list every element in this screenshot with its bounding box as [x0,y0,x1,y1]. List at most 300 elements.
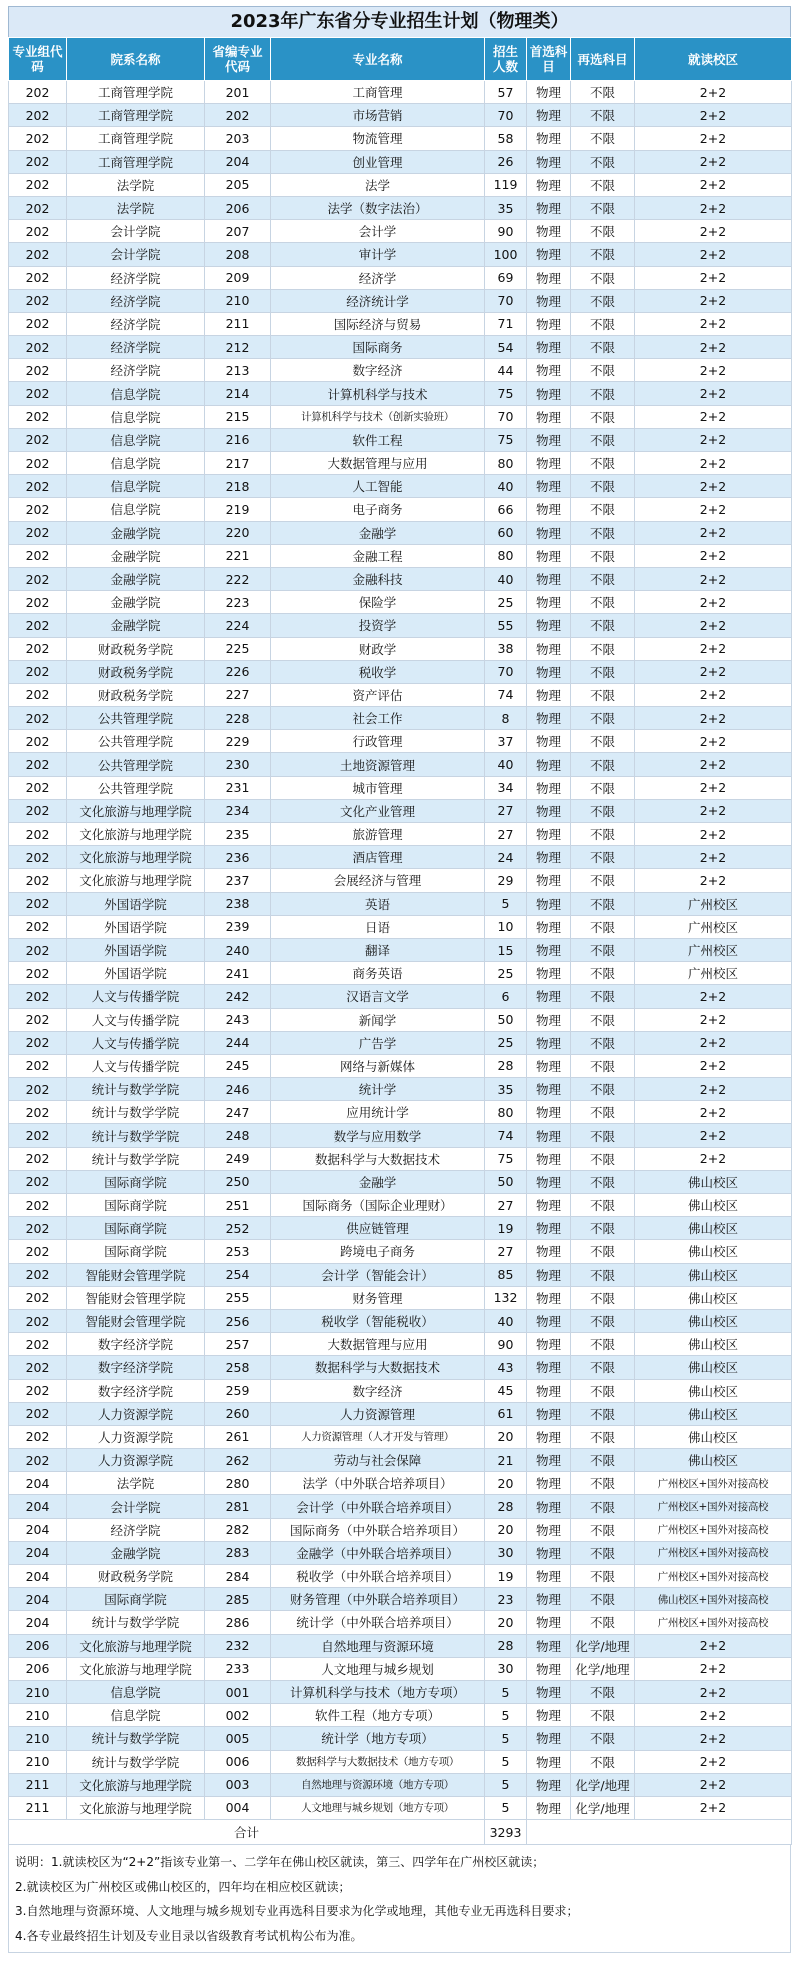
table-cell: 2+2 [635,544,792,567]
column-header: 招生人数 [485,38,527,81]
total-value: 3293 [485,1820,527,1845]
total-row [9,1820,792,1845]
table-cell: 物理 [527,799,571,822]
table-cell: 金融学院 [67,591,205,614]
table-cell: 物理 [527,498,571,521]
table-cell: 金融工程 [271,544,485,567]
table-cell: 203 [205,127,271,150]
table-cell: 经济学院 [67,359,205,382]
table-cell: 佛山校区 [635,1309,792,1332]
table-cell: 物理 [527,915,571,938]
table-cell: 智能财会管理学院 [67,1309,205,1332]
table-cell: 45 [485,1379,527,1402]
table-cell: 230 [205,753,271,776]
table-cell: 人文与传播学院 [67,1054,205,1077]
table-cell: 206 [9,1657,67,1680]
table-cell: 物理 [527,1704,571,1727]
table-cell: 80 [485,1101,527,1124]
table-cell: 不限 [571,869,635,892]
table-cell: 金融学院 [67,567,205,590]
table-cell: 244 [205,1031,271,1054]
table-cell: 2+2 [635,1773,792,1796]
table-cell: 人工智能 [271,475,485,498]
table-cell: 物理 [527,1124,571,1147]
table-row [9,428,792,451]
table-row [9,915,792,938]
column-header: 就读校区 [635,38,792,81]
table-cell: 215 [205,405,271,428]
note-line: 3.自然地理与资源环境、人文地理与城乡规划专业再选科目要求为化学或地理，其他专业无再选科目要求； [15,1904,579,1919]
table-cell: 化学/地理 [571,1634,635,1657]
table-cell: 物理 [527,1634,571,1657]
table-cell: 物理 [527,637,571,660]
table-cell: 物理 [527,243,571,266]
table-cell: 财政税务学院 [67,637,205,660]
table-cell: 90 [485,1333,527,1356]
table-cell: 智能财会管理学院 [67,1286,205,1309]
table-cell: 001 [205,1680,271,1703]
table-row [9,1333,792,1356]
table-cell: 202 [9,243,67,266]
table-cell: 不限 [571,776,635,799]
table-cell: 自然地理与资源环境 [271,1634,485,1657]
table-cell: 202 [9,915,67,938]
table-row [9,1425,792,1448]
table-cell: 翻译 [271,938,485,961]
table-cell: 231 [205,776,271,799]
table-cell: 206 [9,1634,67,1657]
table-body [9,81,792,1845]
total-blank [527,1820,792,1845]
table-cell: 物理 [527,1170,571,1193]
table-cell: 财务管理（中外联合培养项目） [271,1588,485,1611]
table-cell: 保险学 [271,591,485,614]
table-cell: 不限 [571,196,635,219]
table-cell: 物理 [527,1657,571,1680]
table-cell: 智能财会管理学院 [67,1263,205,1286]
table-cell: 2+2 [635,405,792,428]
table-cell: 261 [205,1425,271,1448]
table-cell: 广州校区+国外对接高校 [635,1495,792,1518]
table-cell: 物理 [527,81,571,104]
table-cell: 统计与数学学院 [67,1101,205,1124]
table-cell: 5 [485,1727,527,1750]
table-cell: 2+2 [635,567,792,590]
table-cell: 224 [205,614,271,637]
table-cell: 37 [485,730,527,753]
table-cell: 物理 [527,452,571,475]
table-cell: 物理 [527,1101,571,1124]
table-cell: 229 [205,730,271,753]
table-cell: 2+2 [635,1054,792,1077]
table-cell: 256 [205,1309,271,1332]
table-cell: 人力资源学院 [67,1449,205,1472]
table-cell: 物理 [527,1680,571,1703]
table-row [9,591,792,614]
table-cell: 20 [485,1472,527,1495]
table-cell: 外国语学院 [67,962,205,985]
table-row [9,127,792,150]
table-cell: 物理 [527,1565,571,1588]
table-cell: 207 [205,220,271,243]
table-cell: 不限 [571,614,635,637]
table-row [9,753,792,776]
sheet-title: 2023年广东省分专业招生计划（物理类） [8,6,791,37]
table-cell: 外国语学院 [67,915,205,938]
table-cell: 132 [485,1286,527,1309]
table-cell: 法学（数字法治） [271,196,485,219]
table-cell: 物流管理 [271,127,485,150]
table-cell: 法学院 [67,196,205,219]
table-cell: 262 [205,1449,271,1472]
table-cell: 217 [205,452,271,475]
table-cell: 物理 [527,776,571,799]
table-row [9,567,792,590]
table-cell: 2+2 [635,1704,792,1727]
table-cell: 202 [9,1101,67,1124]
table-cell: 202 [205,104,271,127]
column-header: 院系名称 [67,38,205,81]
table-row [9,1194,792,1217]
table-cell: 228 [205,707,271,730]
table-cell: 金融学 [271,1170,485,1193]
table-cell: 工商管理 [271,81,485,104]
table-cell: 数字经济 [271,359,485,382]
table-cell: 物理 [527,1611,571,1634]
table-row [9,1449,792,1472]
table-cell: 统计学（中外联合培养项目） [271,1611,485,1634]
table-cell: 不限 [571,799,635,822]
table-cell: 文化旅游与地理学院 [67,799,205,822]
table-cell: 物理 [527,173,571,196]
table-row [9,799,792,822]
table-cell: 69 [485,266,527,289]
table-cell: 2+2 [635,1147,792,1170]
table-cell: 204 [9,1565,67,1588]
table-cell: 广州校区 [635,938,792,961]
table-cell: 2+2 [635,127,792,150]
table-cell: 2+2 [635,104,792,127]
table-cell: 物理 [527,1194,571,1217]
table-cell: 219 [205,498,271,521]
table-cell: 255 [205,1286,271,1309]
table-cell: 不限 [571,405,635,428]
table-cell: 物理 [527,823,571,846]
table-cell: 216 [205,428,271,451]
table-cell: 61 [485,1402,527,1425]
table-cell: 财政学 [271,637,485,660]
table-cell: 物理 [527,938,571,961]
table-cell: 2+2 [635,799,792,822]
table-row [9,707,792,730]
table-cell: 社会工作 [271,707,485,730]
table-cell: 经济学院 [67,312,205,335]
table-cell: 文化旅游与地理学院 [67,1634,205,1657]
table-cell: 佛山校区+国外对接高校 [635,1588,792,1611]
table-cell: 物理 [527,591,571,614]
table-cell: 信息学院 [67,405,205,428]
table-cell: 物理 [527,1286,571,1309]
table-cell: 233 [205,1657,271,1680]
table-cell: 化学/地理 [571,1796,635,1819]
table-cell: 不限 [571,637,635,660]
table-cell: 20 [485,1518,527,1541]
table-cell: 数据科学与大数据技术（地方专项） [271,1750,485,1773]
table-row [9,823,792,846]
table-cell: 2+2 [635,243,792,266]
table-cell: 246 [205,1078,271,1101]
table-cell: 国际商学院 [67,1217,205,1240]
table-cell: 信息学院 [67,498,205,521]
table-cell: 221 [205,544,271,567]
table-cell: 新闻学 [271,1008,485,1031]
table-cell: 大数据管理与应用 [271,1333,485,1356]
table-row [9,776,792,799]
table-cell: 252 [205,1217,271,1240]
table-cell: 不限 [571,1263,635,1286]
table-cell: 不限 [571,1240,635,1263]
table-cell: 250 [205,1170,271,1193]
table-row [9,1124,792,1147]
table-cell: 70 [485,104,527,127]
table-cell: 2+2 [635,382,792,405]
table-cell: 不限 [571,660,635,683]
table-cell: 会计学 [271,220,485,243]
table-row [9,660,792,683]
table-cell: 202 [9,1217,67,1240]
table-cell: 会计学院 [67,243,205,266]
table-cell: 25 [485,1031,527,1054]
table-row [9,382,792,405]
table-cell: 2+2 [635,1124,792,1147]
table-row [9,1680,792,1703]
table-row [9,266,792,289]
table-cell: 202 [9,938,67,961]
table-cell: 信息学院 [67,428,205,451]
table-cell: 不限 [571,1286,635,1309]
table-cell: 物理 [527,1588,571,1611]
table-cell: 202 [9,1054,67,1077]
table-cell: 文化旅游与地理学院 [67,823,205,846]
table-cell: 国际商务（中外联合培养项目） [271,1518,485,1541]
total-label: 合计 [9,1820,485,1845]
table-cell: 不限 [571,475,635,498]
table-cell: 202 [9,359,67,382]
table-cell: 34 [485,776,527,799]
table-cell: 广州校区 [635,892,792,915]
table-cell: 不限 [571,730,635,753]
table-cell: 不限 [571,1217,635,1240]
table-cell: 物理 [527,660,571,683]
table-cell: 外国语学院 [67,892,205,915]
table-row [9,1402,792,1425]
table-cell: 2+2 [635,1031,792,1054]
table-cell: 55 [485,614,527,637]
table-cell: 物理 [527,1472,571,1495]
table-cell: 202 [9,1425,67,1448]
table-cell: 214 [205,382,271,405]
table-row [9,1008,792,1031]
table-cell: 50 [485,1008,527,1031]
table-cell: 物理 [527,266,571,289]
table-cell: 物理 [527,405,571,428]
table-row [9,1541,792,1564]
table-cell: 物理 [527,1356,571,1379]
table-cell: 不限 [571,336,635,359]
table-cell: 202 [9,707,67,730]
table-cell: 282 [205,1518,271,1541]
table-cell: 204 [9,1518,67,1541]
table-cell: 8 [485,707,527,730]
table-cell: 佛山校区 [635,1333,792,1356]
table-row [9,150,792,173]
table-row [9,614,792,637]
table-cell: 57 [485,81,527,104]
table-cell: 2+2 [635,81,792,104]
table-cell: 物理 [527,382,571,405]
table-cell: 2+2 [635,336,792,359]
table-cell: 财政税务学院 [67,660,205,683]
table-cell: 不限 [571,1054,635,1077]
table-cell: 2+2 [635,1727,792,1750]
table-cell: 国际商务 [271,336,485,359]
table-cell: 人文地理与城乡规划 [271,1657,485,1680]
table-cell: 不限 [571,1333,635,1356]
table-cell: 国际商学院 [67,1588,205,1611]
table-cell: 不限 [571,1170,635,1193]
table-cell: 不限 [571,220,635,243]
table-cell: 英语 [271,892,485,915]
table-cell: 数据科学与大数据技术 [271,1356,485,1379]
table-cell: 5 [485,1773,527,1796]
table-cell: 数字经济学院 [67,1356,205,1379]
table-cell: 统计与数学学院 [67,1611,205,1634]
table-row [9,243,792,266]
table-cell: 经济统计学 [271,289,485,312]
table-row [9,196,792,219]
table-cell: 75 [485,1147,527,1170]
table-row [9,1054,792,1077]
column-header: 专业组代码 [9,38,67,81]
table-cell: 202 [9,81,67,104]
table-cell: 不限 [571,312,635,335]
table-cell: 不限 [571,1078,635,1101]
table-cell: 创业管理 [271,150,485,173]
table-cell: 不限 [571,1379,635,1402]
note-line: 2.就读校区为广州校区或佛山校区的，四年均在相应校区就读； [15,1879,351,1894]
table-row [9,289,792,312]
table-cell: 212 [205,336,271,359]
table-cell: 不限 [571,567,635,590]
table-cell: 202 [9,869,67,892]
table-cell: 金融学院 [67,614,205,637]
table-cell: 计算机科学与技术（创新实验班） [271,405,485,428]
table-cell: 供应链管理 [271,1217,485,1240]
table-cell: 法学（中外联合培养项目） [271,1472,485,1495]
table-cell: 物理 [527,962,571,985]
table-cell: 285 [205,1588,271,1611]
table-cell: 241 [205,962,271,985]
table-cell: 不限 [571,1356,635,1379]
table-cell: 249 [205,1147,271,1170]
table-cell: 不限 [571,1101,635,1124]
table-cell: 金融学 [271,521,485,544]
table-cell: 不限 [571,127,635,150]
table-cell: 软件工程（地方专项） [271,1704,485,1727]
table-cell: 数字经济学院 [67,1379,205,1402]
table-cell: 佛山校区 [635,1194,792,1217]
table-cell: 物理 [527,1750,571,1773]
table-cell: 工商管理学院 [67,81,205,104]
table-cell: 法学 [271,173,485,196]
table-cell: 不限 [571,544,635,567]
table-cell: 大数据管理与应用 [271,452,485,475]
table-cell: 经济学院 [67,1518,205,1541]
table-cell: 经济学院 [67,266,205,289]
table-cell: 239 [205,915,271,938]
table-cell: 物理 [527,1217,571,1240]
table-cell: 251 [205,1194,271,1217]
table-cell: 2+2 [635,730,792,753]
table-cell: 物理 [527,196,571,219]
table-cell: 25 [485,591,527,614]
table-cell: 不限 [571,1727,635,1750]
table-cell: 202 [9,1309,67,1332]
table-cell: 不限 [571,1611,635,1634]
table-cell: 计算机科学与技术 [271,382,485,405]
table-cell: 工商管理学院 [67,104,205,127]
table-cell: 202 [9,823,67,846]
table-cell: 204 [9,1541,67,1564]
table-cell: 202 [9,1379,67,1402]
table-cell: 202 [9,1356,67,1379]
table-cell: 应用统计学 [271,1101,485,1124]
table-cell: 208 [205,243,271,266]
table-cell: 信息学院 [67,452,205,475]
table-cell: 100 [485,243,527,266]
table-cell: 281 [205,1495,271,1518]
table-row [9,1565,792,1588]
table-cell: 经济学院 [67,336,205,359]
table-cell: 205 [205,173,271,196]
table-cell: 202 [9,567,67,590]
table-cell: 国际商学院 [67,1194,205,1217]
table-cell: 数据科学与大数据技术 [271,1147,485,1170]
table-row [9,1588,792,1611]
table-cell: 物理 [527,475,571,498]
table-row [9,846,792,869]
table-cell: 审计学 [271,243,485,266]
table-cell: 旅游管理 [271,823,485,846]
table-cell: 202 [9,475,67,498]
table-cell: 税收学（智能税收） [271,1309,485,1332]
table-cell: 广州校区+国外对接高校 [635,1518,792,1541]
table-cell: 50 [485,1170,527,1193]
table-cell: 202 [9,498,67,521]
table-cell: 30 [485,1657,527,1680]
table-cell: 外国语学院 [67,938,205,961]
table-cell: 不限 [571,1008,635,1031]
table-cell: 5 [485,1704,527,1727]
table-cell: 资产评估 [271,683,485,706]
table-cell: 2+2 [635,683,792,706]
table-cell: 35 [485,196,527,219]
table-cell: 广州校区 [635,915,792,938]
table-row [9,544,792,567]
table-row [9,1611,792,1634]
table-cell: 不限 [571,1147,635,1170]
header-row [9,38,792,81]
